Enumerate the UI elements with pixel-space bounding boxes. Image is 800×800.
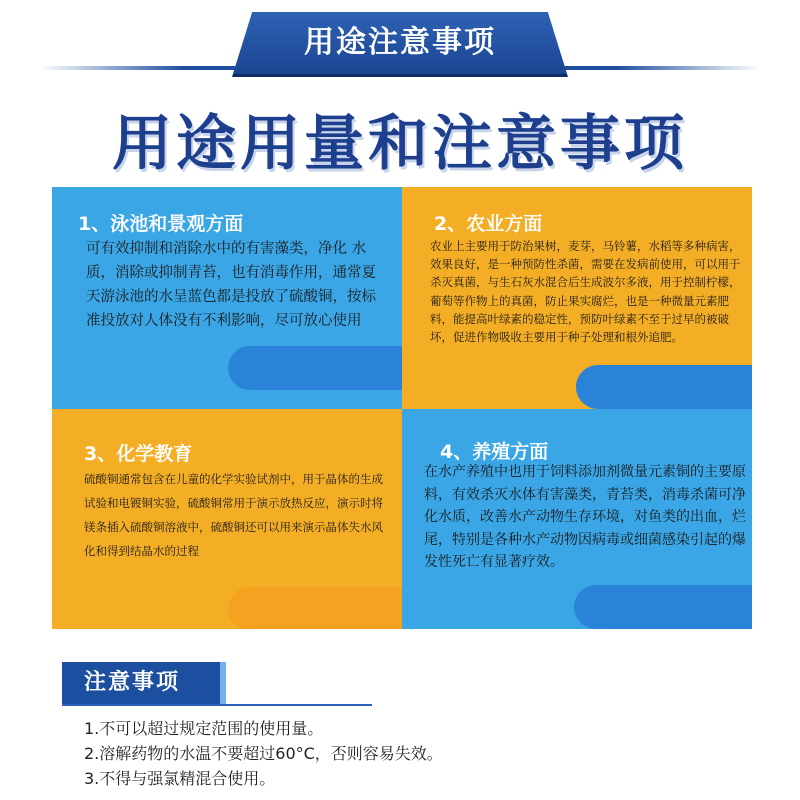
section-title: 3、化学教育: [84, 443, 193, 465]
section-agriculture: [402, 187, 752, 409]
section-body: 可有效抑制和消除水中的有害藻类，净化 水质，消除或抑制青苔，也有消毒作用，通常夏天游泳池的水呈蓝色都是投放了硫酸铜，按标准投放对人体没有不利影响，尽可放心使用: [86, 241, 376, 329]
section-body: 在水产养殖中也用于饲料添加剂微量元素铜的主要原料，有效杀灭水体有害藻类，青苔类，消毒杀菌可净化水质，改善水产动物生存环境，对鱼类的出血，烂尾，特别是各种水产动物因病毒或细菌感染引起的爆发性死亡有显著疗效。: [424, 464, 746, 570]
notes-item: 2.溶解药物的水温不要超过60°C，否则容易失效。: [84, 744, 443, 763]
section-title: 4、养殖方面: [440, 441, 549, 463]
notes-divider: [62, 704, 372, 706]
page-title: 用途用量和注意事项: [112, 109, 688, 179]
section-chemistry-education: [52, 409, 402, 629]
section-pool-landscape: [52, 187, 402, 409]
section-body: 硫酸铜通常包含在儿童的化学实验试剂中，用于晶体的生成试验和电镀铜实验，硫酸铜常用于演示放热反应，演示时将镁条插入硫酸铜溶液中，硫酸铜还可以用来演示晶体失水风化和得到结晶水的过程: [84, 472, 383, 558]
decorative-pill: [576, 365, 752, 409]
decorative-pill: [228, 346, 402, 390]
notes-item: 3.不得与强氯精混合使用。: [84, 769, 276, 788]
section-title: 2、农业方面: [434, 213, 543, 235]
section-title: 1、泳池和景观方面: [78, 213, 244, 235]
notes-heading: [62, 662, 226, 704]
decorative-pill: [574, 585, 752, 629]
notes-title: 注意事项: [84, 670, 181, 695]
section-body: 农业上主要用于防治果树，麦芽，马铃薯，水稻等多种病害，效果良好，是一种预防性杀菌，需要在发病前使用，可以用于杀灭真菌，与生石灰水混合后生成波尔多液，用于控制柠檬，葡萄等作物上的真菌，防止果实腐烂，也是一种微量元素肥料，能提高叶绿素的稳定性，预防叶绿素不至于过早的被破坏，促进作物吸收主要用于种子处理和根外追肥。: [430, 239, 741, 345]
notes-item: 1.不可以超过规定范围的使用量。: [84, 719, 324, 738]
section-aquaculture: [402, 409, 752, 629]
decorative-pill: [228, 587, 402, 629]
banner-title: 用途注意事项: [304, 25, 496, 60]
notes-list: [84, 716, 443, 791]
